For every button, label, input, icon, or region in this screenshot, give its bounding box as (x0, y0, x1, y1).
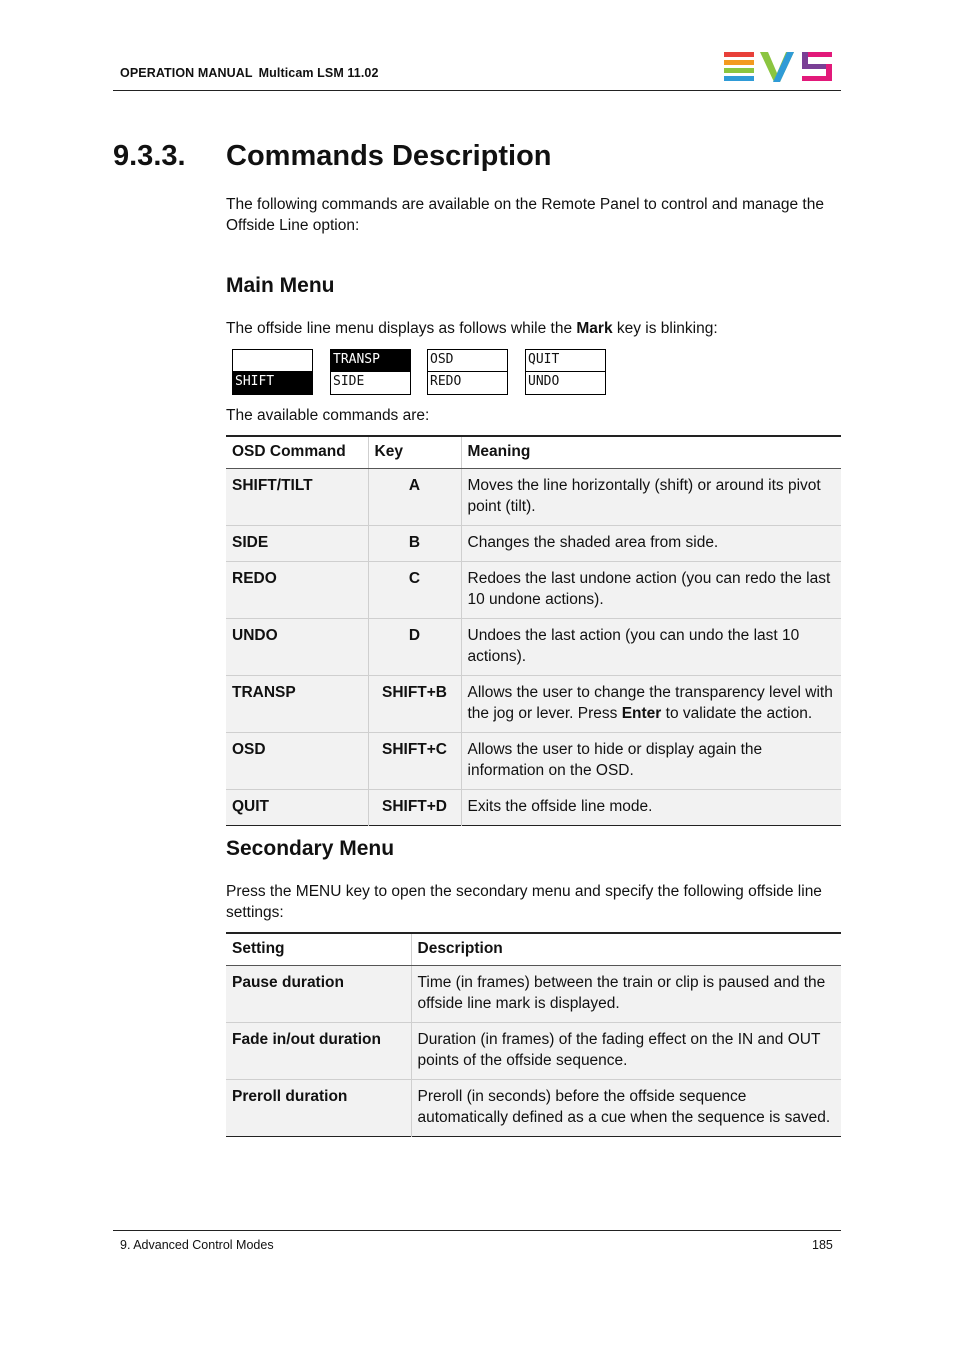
table-row (226, 619, 841, 676)
table-row (226, 1023, 841, 1080)
main-menu-intro (226, 318, 718, 339)
meaning-cell: Exits the offside line mode. (461, 790, 841, 826)
section-title: Commands Description (226, 140, 552, 172)
intro-text-pre: The offside line menu displays as follows while the (226, 320, 577, 337)
meaning-cell: Allows the user to hide or display again the information on the OSD. (461, 733, 841, 790)
col-header-key: Key (368, 436, 461, 469)
meaning-text: to validate the action. (661, 705, 813, 722)
meaning-cell (461, 676, 841, 733)
key-cell: B (368, 526, 461, 562)
setting-cell: Pause duration (226, 966, 411, 1023)
section-heading (113, 140, 552, 173)
table-row (226, 562, 841, 619)
key-cell: SHIFT+B (368, 676, 461, 733)
footer-chapter: 9. Advanced Control Modes (120, 1238, 274, 1252)
table-row (226, 526, 841, 562)
section-number: 9.3.3. (113, 140, 186, 172)
table-row (226, 676, 841, 733)
lcd-bottom-label: REDO (430, 374, 462, 389)
evs-logo (724, 51, 836, 83)
col-header-setting: Setting (226, 933, 411, 966)
lcd-bottom-label: UNDO (528, 374, 560, 389)
setting-cell: Preroll duration (226, 1080, 411, 1137)
description-cell: Time (in frames) between the train or clip is paused and the offside line mark is displayed. (411, 966, 841, 1023)
col-header-command: OSD Command (226, 436, 368, 469)
table-row (226, 966, 841, 1023)
available-commands-label: The available commands are: (226, 407, 430, 424)
col-header-meaning: Meaning (461, 436, 841, 469)
meaning-text: Allows the user to change the transparency level with the jog or lever. Press (467, 684, 833, 722)
manual-label: OPERATION MANUAL (120, 66, 253, 80)
running-header (120, 66, 379, 80)
col-header-description: Description (411, 933, 841, 966)
table-row (226, 733, 841, 790)
meaning-cell: Changes the shaded area from side. (461, 526, 841, 562)
table-row (226, 469, 841, 526)
lcd-top-label: QUIT (526, 350, 605, 372)
lcd-top-label: OSD (428, 350, 507, 372)
product-label: Multicam LSM 11.02 (258, 66, 379, 80)
command-cell: REDO (226, 562, 368, 619)
key-cell: D (368, 619, 461, 676)
key-cell: SHIFT+D (368, 790, 461, 826)
lcd-top-label (233, 350, 312, 372)
description-cell: Preroll (in seconds) before the offside sequence automatically defined as a cue when the sequence is saved. (411, 1080, 841, 1137)
enter-key-label: Enter (621, 705, 662, 722)
table-row (226, 790, 841, 826)
intro-text-post: key is blinking: (612, 320, 718, 337)
setting-cell: Fade in/out duration (226, 1023, 411, 1080)
command-cell: QUIT (226, 790, 368, 826)
secondary-menu-heading: Secondary Menu (226, 837, 395, 860)
lcd-cell (330, 349, 411, 395)
main-menu-heading: Main Menu (226, 274, 335, 297)
table-header-row (226, 933, 841, 966)
table-header-row (226, 436, 841, 469)
lcd-cell (427, 349, 508, 395)
footer-rule (113, 1230, 841, 1231)
command-cell: OSD (226, 733, 368, 790)
key-cell: A (368, 469, 461, 526)
description-cell: Duration (in frames) of the fading effect on the IN and OUT points of the offside sequence. (411, 1023, 841, 1080)
section-intro: The following commands are available on the Remote Panel to control and manage the Offside Line option: (226, 196, 824, 234)
meaning-cell: Redoes the last undone action (you can redo the last 10 undone actions). (461, 562, 841, 619)
command-cell: UNDO (226, 619, 368, 676)
command-cell: TRANSP (226, 676, 368, 733)
header-rule (113, 90, 841, 91)
lcd-bottom-label: SIDE (333, 374, 365, 389)
commands-table (226, 435, 841, 826)
secondary-menu-intro: Press the MENU key to open the secondary menu and specify the following offside line settings: (226, 883, 822, 921)
settings-table (226, 932, 841, 1137)
meaning-cell: Undoes the last action (you can undo the last 10 actions). (461, 619, 841, 676)
lcd-bottom-label: SHIFT (233, 372, 312, 394)
key-cell: SHIFT+C (368, 733, 461, 790)
lcd-cell (232, 349, 313, 395)
command-cell: SIDE (226, 526, 368, 562)
command-cell: SHIFT/TILT (226, 469, 368, 526)
key-cell: C (368, 562, 461, 619)
lcd-cell (525, 349, 606, 395)
meaning-cell: Moves the line horizontally (shift) or around its pivot point (tilt). (461, 469, 841, 526)
page-number: 185 (812, 1238, 833, 1252)
lcd-top-label: TRANSP (331, 350, 410, 372)
table-row (226, 1080, 841, 1137)
mark-key-label: Mark (576, 320, 613, 337)
